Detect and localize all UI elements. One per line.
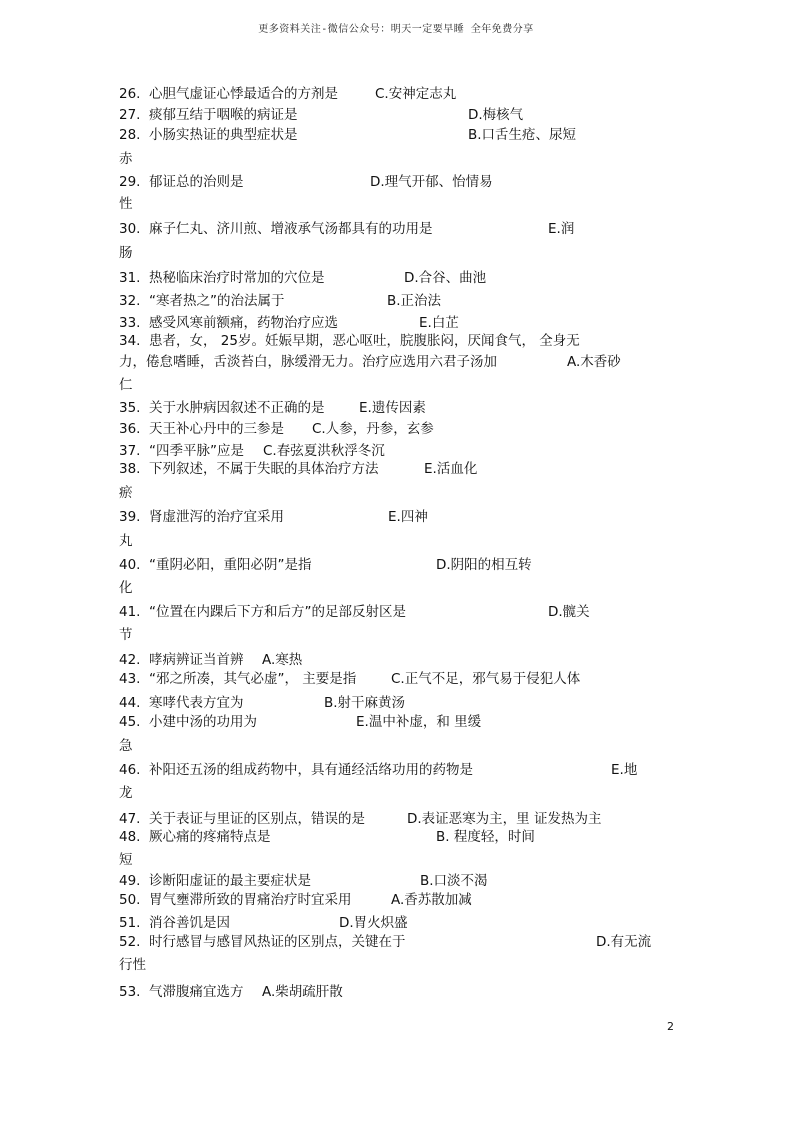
list-item bbox=[119, 915, 408, 931]
question-number: 53. bbox=[119, 984, 141, 1000]
answer-text: A.香苏散加减 bbox=[391, 892, 472, 908]
answer-text: B.射干麻黄汤 bbox=[324, 695, 406, 711]
question-number: 31. bbox=[119, 270, 141, 286]
list-item bbox=[119, 174, 493, 190]
question-number: 43. bbox=[119, 671, 141, 687]
question-text: 下列叙述，不属于失眠的具体治疗方法 bbox=[149, 461, 379, 477]
question-text: 哮病辨证当首辨 bbox=[149, 652, 244, 668]
answer-text: D.有无流 bbox=[596, 934, 652, 950]
answer-text: D.胃火炽盛 bbox=[339, 915, 408, 931]
question-number: 48. bbox=[119, 829, 141, 845]
continuation-text: 急 bbox=[119, 738, 133, 754]
list-item bbox=[119, 714, 482, 730]
continuation-text: 赤 bbox=[119, 151, 133, 167]
list-item bbox=[119, 671, 581, 687]
list-item bbox=[119, 443, 385, 459]
continuation-text: 丸 bbox=[119, 533, 133, 549]
question-number: 33. bbox=[119, 315, 141, 331]
question-number: 28. bbox=[119, 127, 141, 143]
answer-text: A.柴胡疏肝散 bbox=[262, 984, 343, 1000]
page-number: 2 bbox=[667, 1020, 674, 1033]
question-text: “邪之所凑，其气必虚”， 主要是指 bbox=[149, 671, 357, 687]
answer-text: C.正气不足，邪气易于侵犯人体 bbox=[391, 671, 581, 687]
question-text: 补阳还五汤的组成药物中，具有通经活络功用的药物是 bbox=[149, 762, 473, 778]
question-number: 26. bbox=[119, 86, 141, 102]
answer-text: A.寒热 bbox=[262, 652, 303, 668]
answer-text: C.人参，丹参，玄参 bbox=[312, 421, 434, 437]
answer-text: C.春弦夏洪秋浮冬沉 bbox=[263, 443, 385, 459]
question-text: 关于水肿病因叙述不正确的是 bbox=[149, 400, 325, 416]
question-text: 寒哮代表方宜为 bbox=[149, 695, 244, 711]
continuation-text: 龙 bbox=[119, 785, 133, 801]
question-text: 小建中汤的功用为 bbox=[149, 714, 257, 730]
list-item bbox=[119, 984, 343, 1000]
list-item bbox=[119, 873, 488, 889]
answer-text: C.安神定志丸 bbox=[375, 86, 457, 102]
question-number: 35. bbox=[119, 400, 141, 416]
list-item bbox=[119, 934, 652, 950]
answer-text: D.理气开郁、怡情易 bbox=[370, 174, 493, 190]
question-number: 51. bbox=[119, 915, 141, 931]
continuation-text: 节 bbox=[119, 627, 133, 643]
list-item bbox=[119, 293, 442, 309]
answer-text: A.木香砂 bbox=[567, 354, 621, 370]
answer-text: D.阴阳的相互转 bbox=[436, 557, 532, 573]
list-item bbox=[119, 86, 457, 102]
continuation-question: 力，倦怠嗜睡，舌淡苔白，脉缓滑无力。治疗应选用六君子汤加 bbox=[119, 354, 497, 370]
page-header: 更多资料关注-微信公众号：明天一定要早睡 全年免费分享 bbox=[258, 24, 534, 35]
answer-text: E.润 bbox=[548, 221, 575, 237]
list-item bbox=[119, 892, 472, 908]
list-item bbox=[119, 107, 524, 123]
question-text: 小肠实热证的典型症状是 bbox=[149, 127, 298, 143]
continuation-text: 肠 bbox=[119, 245, 133, 261]
question-text: 时行感冒与感冒风热证的区别点，关键在于 bbox=[149, 934, 406, 950]
question-text: “重阴必阳，重阳必阴”是指 bbox=[149, 557, 312, 573]
question-number: 47. bbox=[119, 811, 141, 827]
answer-text: B. 程度轻，时间 bbox=[436, 829, 535, 845]
question-number: 30. bbox=[119, 221, 141, 237]
question-number: 29. bbox=[119, 174, 141, 190]
answer-text: E.温中补虚，和 里缓 bbox=[356, 714, 482, 730]
answer-text: D.髋关 bbox=[548, 604, 590, 620]
question-number: 50. bbox=[119, 892, 141, 908]
question-number: 34. bbox=[119, 333, 141, 349]
question-text: 厥心痛的疼痛特点是 bbox=[149, 829, 271, 845]
question-text: “寒者热之”的治法属于 bbox=[149, 293, 285, 309]
question-text: 胃气壅滞所致的胃痛治疗时宜采用 bbox=[149, 892, 352, 908]
answer-text: B.口淡不渴 bbox=[420, 873, 488, 889]
answer-text: D.表证恶寒为主，里 证发热为主 bbox=[407, 811, 602, 827]
question-text: 痰郁互结于咽喉的病证是 bbox=[149, 107, 298, 123]
list-item bbox=[119, 221, 575, 237]
list-item bbox=[119, 461, 478, 477]
list-item bbox=[119, 270, 487, 286]
answer-text: D.梅核气 bbox=[468, 107, 524, 123]
list-item bbox=[119, 811, 602, 827]
list-item bbox=[119, 695, 406, 711]
question-number: 41. bbox=[119, 604, 141, 620]
answer-text: E.四神 bbox=[388, 509, 428, 525]
question-number: 27. bbox=[119, 107, 141, 123]
list-item bbox=[119, 333, 580, 349]
question-number: 39. bbox=[119, 509, 141, 525]
question-number: 45. bbox=[119, 714, 141, 730]
answer-text: D.合谷、曲池 bbox=[404, 270, 487, 286]
question-number: 42. bbox=[119, 652, 141, 668]
answer-text: B.正治法 bbox=[387, 293, 442, 309]
question-text: “四季平脉”应是 bbox=[149, 443, 244, 459]
question-number: 52. bbox=[119, 934, 141, 950]
continuation-text: 瘀 bbox=[119, 485, 133, 501]
question-number: 38. bbox=[119, 461, 141, 477]
question-text: 天王补心丹中的三参是 bbox=[149, 421, 284, 437]
list-item bbox=[119, 127, 577, 143]
question-text: 感受风寒前额痛，药物治疗应选 bbox=[149, 315, 338, 331]
question-text: 郁证总的治则是 bbox=[149, 174, 244, 190]
question-text: 患者，女， 25岁。妊娠早期，恶心呕吐，脘腹胀闷，厌闻食气， 全身无 bbox=[149, 333, 580, 349]
question-text: 消谷善饥是因 bbox=[149, 915, 230, 931]
question-number: 37. bbox=[119, 443, 141, 459]
question-number: 40. bbox=[119, 557, 141, 573]
list-item bbox=[119, 652, 303, 668]
answer-text: B.口舌生疮、尿短 bbox=[468, 127, 577, 143]
question-text: 气滞腹痛宜选方 bbox=[149, 984, 244, 1000]
list-item bbox=[119, 400, 426, 416]
list-item bbox=[119, 315, 459, 331]
continuation-text bbox=[119, 354, 621, 370]
list-item bbox=[119, 762, 638, 778]
list-item bbox=[119, 604, 590, 620]
continuation-text: 性 bbox=[119, 196, 133, 212]
answer-text: E.活血化 bbox=[424, 461, 478, 477]
question-number: 44. bbox=[119, 695, 141, 711]
list-item bbox=[119, 509, 428, 525]
question-text: 诊断阳虚证的最主要症状是 bbox=[149, 873, 311, 889]
question-text: 肾虚泄泻的治疗宜采用 bbox=[149, 509, 284, 525]
continuation-text: 仁 bbox=[119, 377, 133, 393]
question-number: 36. bbox=[119, 421, 141, 437]
continuation-text: 化 bbox=[119, 580, 133, 596]
continuation-text: 短 bbox=[119, 852, 133, 868]
question-number: 49. bbox=[119, 873, 141, 889]
question-text: “位置在内踝后下方和后方”的足部反射区是 bbox=[149, 604, 406, 620]
question-text: 麻子仁丸、济川煎、增液承气汤都具有的功用是 bbox=[149, 221, 433, 237]
question-text: 热秘临床治疗时常加的穴位是 bbox=[149, 270, 325, 286]
question-number: 46. bbox=[119, 762, 141, 778]
list-item bbox=[119, 421, 434, 437]
continuation-text: 行性 bbox=[119, 957, 146, 973]
question-text: 心胆气虚证心悸最适合的方剂是 bbox=[149, 86, 338, 102]
list-item bbox=[119, 557, 532, 573]
answer-text: E.遗传因素 bbox=[359, 400, 426, 416]
question-number: 32. bbox=[119, 293, 141, 309]
question-text: 关于表证与里证的区别点，错误的是 bbox=[149, 811, 365, 827]
answer-text: E.白芷 bbox=[419, 315, 459, 331]
answer-text: E.地 bbox=[611, 762, 638, 778]
list-item bbox=[119, 829, 535, 845]
